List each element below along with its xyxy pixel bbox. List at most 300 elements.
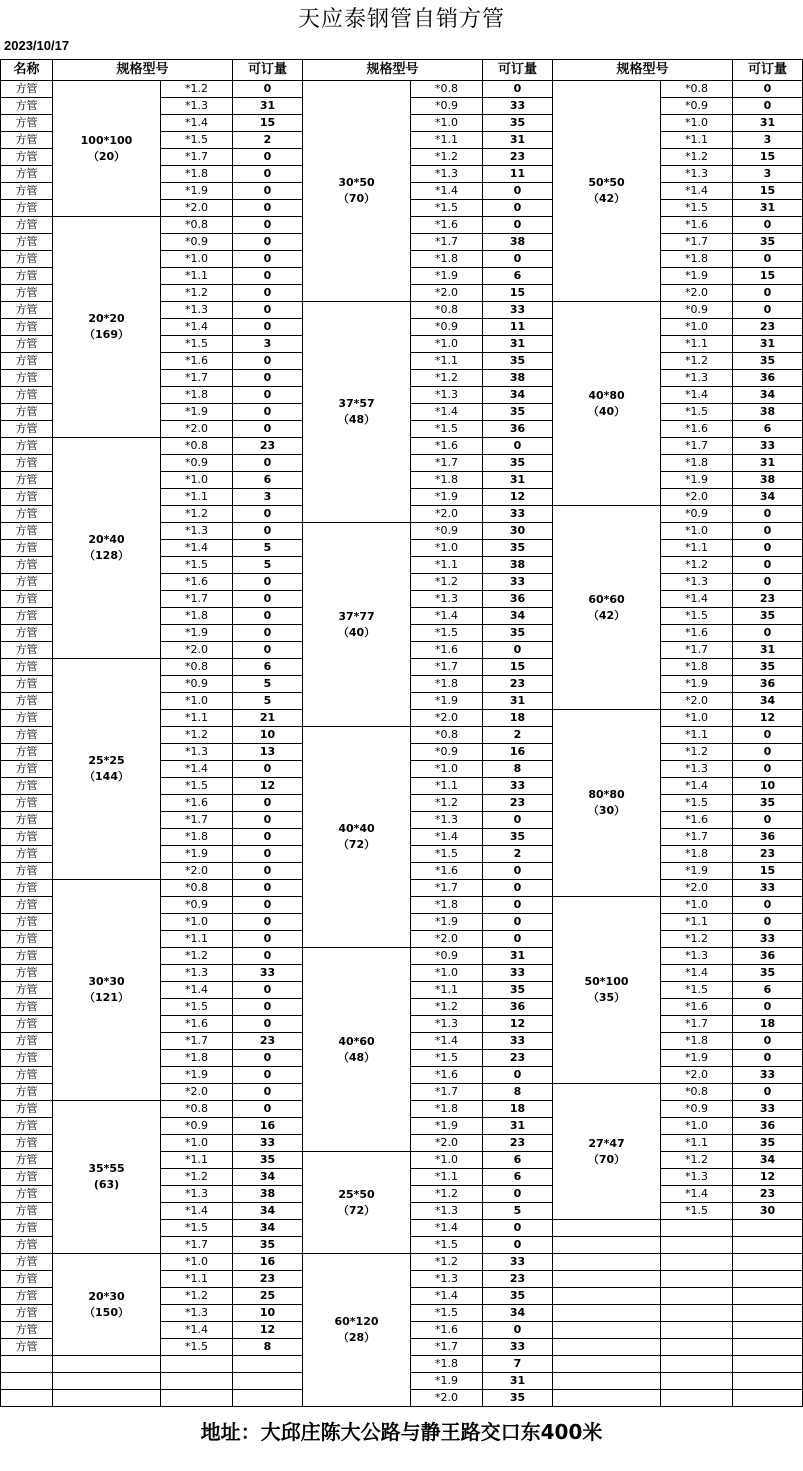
empty-cell [53,1390,161,1407]
thickness-cell: *1.4 [661,387,733,404]
product-name-cell: 方管 [1,1305,53,1322]
thickness-cell: *1.6 [411,438,483,455]
empty-cell [661,1220,733,1237]
quantity-cell: 0 [233,387,303,404]
product-name-cell: 方管 [1,336,53,353]
product-name-cell: 方管 [1,1288,53,1305]
quantity-cell: 0 [483,81,553,98]
spec-cell [53,1254,161,1356]
inventory-sheet [0,59,803,1407]
thickness-cell: *2.0 [411,506,483,523]
quantity-cell: 35 [483,455,553,472]
quantity-cell: 0 [233,183,303,200]
product-name-cell: 方管 [1,999,53,1016]
quantity-cell: 0 [483,1186,553,1203]
thickness-cell: *1.0 [161,1135,233,1152]
empty-cell [233,1356,303,1373]
thickness-cell: *1.0 [161,914,233,931]
spec-cell [53,217,161,438]
thickness-cell: *1.5 [411,421,483,438]
spec-count: （72） [337,838,376,851]
spec-size: 37*57 [338,397,375,410]
quantity-cell: 5 [483,1203,553,1220]
quantity-cell: 35 [233,1152,303,1169]
thickness-cell: *1.5 [411,200,483,217]
quantity-cell: 15 [733,863,803,880]
quantity-cell: 31 [483,693,553,710]
product-name-cell [1,1373,53,1390]
empty-cell [233,1373,303,1390]
product-name-cell: 方管 [1,1152,53,1169]
thickness-cell: *1.4 [661,1186,733,1203]
quantity-cell: 0 [233,812,303,829]
spec-size: 37*77 [338,609,375,623]
quantity-cell: 0 [483,217,553,234]
spec-size: 40*60 [338,1034,375,1048]
thickness-cell: *1.3 [411,591,483,608]
quantity-cell: 0 [233,1101,303,1118]
product-name-cell: 方管 [1,1186,53,1203]
spec-size: 25*25 [88,754,125,767]
empty-cell [161,1356,233,1373]
product-name-cell: 方管 [1,761,53,778]
quantity-cell: 23 [233,438,303,455]
spec-size: 27*47 [588,1136,625,1150]
quantity-cell: 34 [233,1169,303,1186]
quantity-cell: 0 [483,1322,553,1339]
empty-cell [161,1373,233,1390]
empty-cell [553,1322,661,1339]
quantity-cell: 23 [733,846,803,863]
product-name-cell: 方管 [1,1118,53,1135]
thickness-cell: *1.8 [411,472,483,489]
thickness-cell: *0.9 [411,948,483,965]
thickness-cell: *1.0 [411,115,483,132]
quantity-cell: 0 [233,81,303,98]
thickness-cell: *1.2 [661,557,733,574]
spec-count: （48） [337,413,376,426]
thickness-cell: *1.0 [411,761,483,778]
thickness-cell: *2.0 [161,1084,233,1101]
thickness-cell: *1.9 [411,268,483,285]
thickness-cell: *1.7 [411,880,483,897]
thickness-cell: *0.8 [161,880,233,897]
spec-count: （144） [84,770,129,783]
product-name-cell: 方管 [1,268,53,285]
quantity-cell: 38 [483,557,553,574]
thickness-cell: *1.1 [661,132,733,149]
quantity-cell: 33 [483,506,553,523]
product-name-cell: 方管 [1,404,53,421]
product-name-cell: 方管 [1,1067,53,1084]
thickness-cell: *1.6 [661,421,733,438]
quantity-cell: 0 [483,931,553,948]
quantity-cell: 33 [483,1339,553,1356]
thickness-cell: *1.2 [411,149,483,166]
thickness-cell: *0.8 [661,81,733,98]
quantity-cell: 0 [733,1084,803,1101]
spec-cell [53,81,161,217]
quantity-cell: 36 [733,1118,803,1135]
spec-size: 25*50 [338,1187,375,1201]
quantity-cell: 36 [733,370,803,387]
quantity-cell: 18 [483,710,553,727]
thickness-cell: *1.7 [661,829,733,846]
quantity-cell: 5 [233,557,303,574]
thickness-cell: *1.6 [411,642,483,659]
thickness-cell: *1.6 [661,999,733,1016]
thickness-cell: *0.9 [161,455,233,472]
quantity-cell: 13 [233,744,303,761]
thickness-cell: *1.2 [411,1254,483,1271]
thickness-cell: *1.7 [161,591,233,608]
header-spec: 规格型号 [303,60,483,81]
quantity-cell: 34 [483,608,553,625]
quantity-cell: 36 [483,999,553,1016]
thickness-cell: *1.7 [411,1339,483,1356]
quantity-cell: 33 [733,1101,803,1118]
thickness-cell: *1.7 [161,149,233,166]
quantity-cell: 23 [483,1135,553,1152]
product-name-cell: 方管 [1,234,53,251]
thickness-cell: *1.2 [161,81,233,98]
product-name-cell: 方管 [1,302,53,319]
thickness-cell: *1.5 [661,608,733,625]
quantity-cell: 12 [733,710,803,727]
thickness-cell: *1.5 [661,200,733,217]
product-name-cell: 方管 [1,319,53,336]
thickness-cell: *0.9 [161,1118,233,1135]
quantity-cell: 0 [233,319,303,336]
thickness-cell: *1.3 [161,302,233,319]
quantity-cell: 0 [233,302,303,319]
product-name-cell: 方管 [1,1271,53,1288]
quantity-cell: 15 [483,659,553,676]
spec-count: （70） [587,1152,626,1166]
thickness-cell: *1.3 [161,1186,233,1203]
quantity-cell: 33 [233,1135,303,1152]
quantity-cell: 35 [733,965,803,982]
thickness-cell: *1.1 [411,778,483,795]
thickness-cell: *1.4 [411,1033,483,1050]
spec-cell [553,506,661,710]
spec-cell [303,523,411,727]
empty-cell [661,1373,733,1390]
empty-cell [53,1356,161,1373]
spec-count: （72） [337,1203,376,1217]
thickness-cell: *2.0 [161,863,233,880]
spec-count: （128） [84,549,129,562]
spec-size: 40*80 [588,388,625,402]
quantity-cell: 23 [733,1186,803,1203]
quantity-cell: 33 [733,438,803,455]
quantity-cell: 6 [733,982,803,999]
quantity-cell: 0 [733,1033,803,1050]
spec-size: 20*20 [88,312,125,325]
quantity-cell: 38 [483,234,553,251]
quantity-cell: 15 [483,285,553,302]
quantity-cell: 3 [233,489,303,506]
quantity-cell: 11 [483,166,553,183]
product-name-cell: 方管 [1,455,53,472]
empty-cell [553,1254,661,1271]
thickness-cell: *1.2 [661,1152,733,1169]
spec-count: （40） [337,625,376,639]
quantity-cell: 21 [233,710,303,727]
quantity-cell: 12 [733,1169,803,1186]
thickness-cell: *1.2 [161,948,233,965]
spec-size: 30*30 [88,975,125,988]
quantity-cell: 35 [733,795,803,812]
thickness-cell: *1.1 [161,268,233,285]
empty-cell [553,1356,661,1373]
quantity-cell: 35 [733,353,803,370]
quantity-cell: 35 [483,540,553,557]
thickness-cell: *1.9 [161,625,233,642]
thickness-cell: *1.3 [661,574,733,591]
thickness-cell: *1.4 [411,608,483,625]
quantity-cell: 0 [233,863,303,880]
thickness-cell: *1.5 [161,557,233,574]
quantity-cell: 31 [733,336,803,353]
spec-count: （150） [84,1305,129,1319]
product-name-cell: 方管 [1,727,53,744]
quantity-cell: 15 [233,115,303,132]
thickness-cell: *1.5 [161,336,233,353]
spec-size: 20*40 [88,533,125,546]
thickness-cell: *1.2 [161,506,233,523]
thickness-cell: *0.8 [161,438,233,455]
thickness-cell: *1.4 [411,1288,483,1305]
quantity-cell: 0 [233,1016,303,1033]
empty-cell [733,1220,803,1237]
spec-size: 100*100 [80,133,133,147]
thickness-cell: *2.0 [411,710,483,727]
quantity-cell: 0 [733,574,803,591]
quantity-cell: 0 [233,217,303,234]
product-name-cell: 方管 [1,251,53,268]
thickness-cell: *1.7 [161,370,233,387]
thickness-cell: *1.8 [161,829,233,846]
product-name-cell: 方管 [1,166,53,183]
thickness-cell: *0.9 [411,744,483,761]
quantity-cell: 16 [233,1254,303,1271]
empty-cell [661,1339,733,1356]
quantity-cell: 2 [233,132,303,149]
spec-cell [303,1152,411,1254]
thickness-cell: *1.0 [661,115,733,132]
thickness-cell: *1.5 [661,795,733,812]
quantity-cell: 0 [233,948,303,965]
quantity-cell: 0 [233,285,303,302]
quantity-cell: 33 [483,1254,553,1271]
quantity-cell: 0 [233,353,303,370]
quantity-cell: 12 [233,1322,303,1339]
quantity-cell: 0 [483,251,553,268]
spec-count: （121） [84,991,129,1004]
spec-count: （42） [587,192,626,205]
thickness-cell: *1.6 [661,812,733,829]
quantity-cell: 34 [733,1152,803,1169]
empty-cell [733,1322,803,1339]
product-name-cell: 方管 [1,880,53,897]
quantity-cell: 0 [233,931,303,948]
spec-count: （40） [587,404,626,418]
quantity-cell: 0 [733,1050,803,1067]
quantity-cell: 33 [483,302,553,319]
thickness-cell: *1.1 [411,557,483,574]
thickness-cell: *1.1 [411,353,483,370]
quantity-cell: 35 [483,404,553,421]
quantity-cell: 0 [733,98,803,115]
thickness-cell: *1.9 [661,863,733,880]
quantity-cell: 0 [233,880,303,897]
thickness-cell: *1.5 [661,1203,733,1220]
spec-count: （169） [84,328,129,341]
product-name-cell: 方管 [1,1050,53,1067]
thickness-cell: *1.1 [161,1271,233,1288]
quantity-cell: 23 [483,1050,553,1067]
thickness-cell: *1.5 [411,846,483,863]
quantity-cell: 23 [483,676,553,693]
quantity-cell: 34 [733,387,803,404]
thickness-cell: *1.3 [411,387,483,404]
thickness-cell: *1.2 [661,744,733,761]
quantity-cell: 34 [233,1220,303,1237]
quantity-cell: 0 [733,914,803,931]
thickness-cell: *1.6 [661,217,733,234]
thickness-cell: *0.8 [661,1084,733,1101]
header-qty: 可订量 [483,60,553,81]
thickness-cell: *1.8 [661,1033,733,1050]
thickness-cell: *1.9 [661,268,733,285]
thickness-cell: *1.3 [661,761,733,778]
quantity-cell: 38 [733,404,803,421]
quantity-cell: 3 [233,336,303,353]
quantity-cell: 6 [233,659,303,676]
quantity-cell: 31 [483,336,553,353]
product-name-cell: 方管 [1,948,53,965]
thickness-cell: *1.4 [411,1220,483,1237]
product-name-cell: 方管 [1,931,53,948]
thickness-cell: *1.4 [161,115,233,132]
thickness-cell: *0.8 [411,727,483,744]
product-name-cell: 方管 [1,421,53,438]
thickness-cell: *2.0 [161,200,233,217]
thickness-cell: *1.5 [411,1237,483,1254]
empty-cell [661,1390,733,1407]
thickness-cell: *1.5 [161,1220,233,1237]
quantity-cell: 0 [483,1220,553,1237]
thickness-cell: *1.4 [161,1203,233,1220]
product-name-cell: 方管 [1,438,53,455]
product-name-cell: 方管 [1,710,53,727]
quantity-cell: 33 [733,1067,803,1084]
empty-cell [553,1339,661,1356]
inventory-table [0,59,803,1407]
thickness-cell: *1.6 [161,353,233,370]
thickness-cell: *1.8 [661,846,733,863]
thickness-cell: *1.2 [411,795,483,812]
thickness-cell: *1.9 [411,489,483,506]
empty-cell [553,1237,661,1254]
thickness-cell: *0.8 [161,217,233,234]
quantity-cell: 0 [733,744,803,761]
thickness-cell: *1.3 [661,370,733,387]
product-name-cell: 方管 [1,1169,53,1186]
thickness-cell: *1.2 [411,370,483,387]
quantity-cell: 15 [733,149,803,166]
thickness-cell: *2.0 [661,693,733,710]
product-name-cell: 方管 [1,523,53,540]
empty-cell [733,1305,803,1322]
thickness-cell: *1.8 [661,251,733,268]
quantity-cell: 0 [733,557,803,574]
quantity-cell: 3 [733,132,803,149]
quantity-cell: 0 [733,897,803,914]
quantity-cell: 8 [233,1339,303,1356]
thickness-cell: *1.8 [411,897,483,914]
thickness-cell: *1.8 [411,1101,483,1118]
thickness-cell: *0.8 [411,302,483,319]
thickness-cell: *1.0 [411,336,483,353]
thickness-cell: *1.2 [661,353,733,370]
quantity-cell: 0 [733,302,803,319]
thickness-cell: *1.0 [161,472,233,489]
quantity-cell: 0 [233,982,303,999]
spec-count: （48） [337,1050,376,1064]
thickness-cell: *1.6 [411,863,483,880]
quantity-cell: 34 [483,387,553,404]
header-qty: 可订量 [233,60,303,81]
thickness-cell: *2.0 [161,421,233,438]
thickness-cell: *1.9 [411,1373,483,1390]
spec-count: （42） [587,608,626,622]
thickness-cell: *2.0 [411,1135,483,1152]
quantity-cell: 0 [733,625,803,642]
product-name-cell [1,1390,53,1407]
empty-cell [733,1237,803,1254]
empty-cell [553,1373,661,1390]
empty-cell [733,1271,803,1288]
thickness-cell: *1.0 [161,693,233,710]
product-name-cell: 方管 [1,846,53,863]
thickness-cell: *1.1 [661,1135,733,1152]
quantity-cell: 23 [233,1033,303,1050]
header-row [1,60,803,81]
quantity-cell: 12 [483,1016,553,1033]
thickness-cell: *1.6 [411,1322,483,1339]
empty-cell [733,1356,803,1373]
header-spec: 规格型号 [53,60,233,81]
thickness-cell: *1.4 [411,404,483,421]
spec-cell [303,302,411,523]
quantity-cell: 35 [483,1288,553,1305]
quantity-cell: 31 [733,455,803,472]
quantity-cell: 8 [483,1084,553,1101]
thickness-cell: *1.1 [161,710,233,727]
quantity-cell: 35 [233,1237,303,1254]
product-name-cell: 方管 [1,574,53,591]
quantity-cell: 0 [233,251,303,268]
product-name-cell: 方管 [1,1016,53,1033]
product-name-cell: 方管 [1,642,53,659]
quantity-cell: 31 [733,200,803,217]
address-line: 地址：大邱庄陈大公路与静王路交口东400米 [200,1420,603,1444]
thickness-cell: *1.6 [161,795,233,812]
thickness-cell: *1.4 [161,761,233,778]
quantity-cell: 0 [233,1084,303,1101]
